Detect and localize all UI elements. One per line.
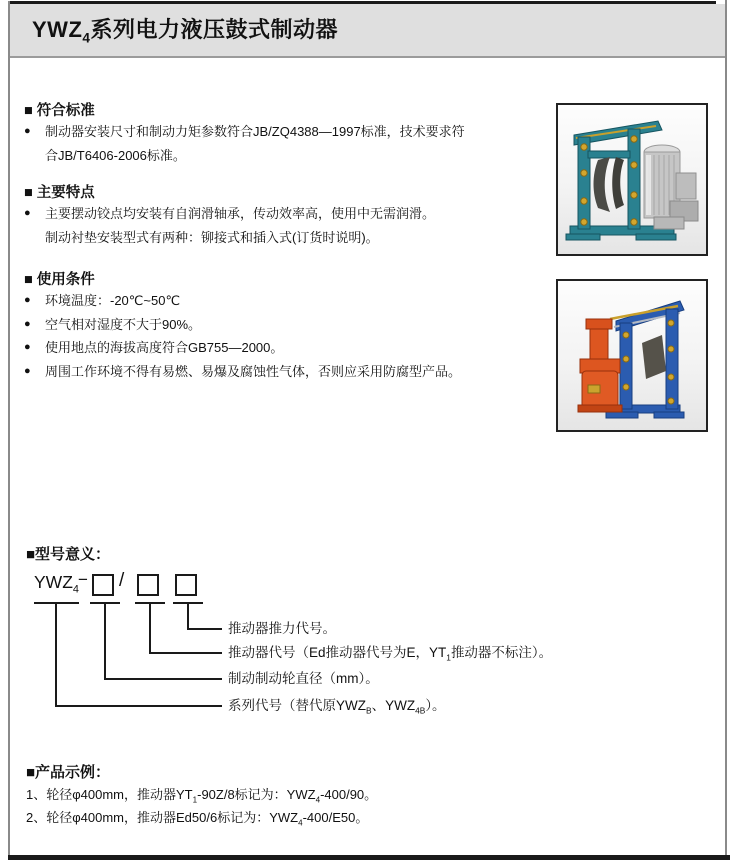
list-item-text: 周围工作环境不得有易燃、易爆及腐蚀性气体，否则应采用防腐型产品。 bbox=[45, 363, 462, 379]
diagram-label-diameter: 制动制动轮直径（mm）。 bbox=[228, 671, 379, 686]
model-code-box-diameter bbox=[92, 574, 114, 596]
bullet-icon: ● bbox=[24, 207, 31, 219]
list-item bbox=[24, 120, 549, 144]
diagram-connector bbox=[104, 678, 222, 680]
bullet-icon: ● bbox=[24, 294, 31, 306]
diagram-connector bbox=[149, 602, 151, 654]
drum-brake-orange-thruster-photo bbox=[558, 281, 706, 430]
section-examples-heading: ■产品示例： bbox=[26, 764, 111, 781]
page-border-left bbox=[8, 1, 10, 859]
section-standards bbox=[24, 99, 549, 167]
model-diagram-heading: ■型号意义： bbox=[26, 546, 111, 563]
page-border-right bbox=[725, 0, 727, 860]
list-item-text: 合JB/T6406-2006标准。 bbox=[45, 147, 186, 163]
diagram-connector bbox=[55, 705, 222, 707]
product-photo-frame bbox=[556, 103, 708, 256]
bullet-icon: ● bbox=[24, 364, 31, 377]
model-code-diagram bbox=[26, 543, 646, 728]
list-item-text: 环境温度：-20℃~50℃ bbox=[45, 293, 181, 308]
diagram-label-thruster-code: 推动器代号（Ed推动器代号为E，$YT_1$推动器不标注）。 bbox=[228, 645, 553, 663]
list-item-text: 使用地点的海拔高度符合GB755—2000。 bbox=[45, 340, 284, 355]
page-border-bottom bbox=[8, 855, 730, 860]
list-item-text: 主要摆动铰点均安装有自润滑轴承，传动效率高，使用中无需润滑。 bbox=[45, 206, 436, 221]
drum-brake-aluminum-thruster-photo bbox=[558, 105, 706, 254]
product-photo-frame bbox=[556, 279, 708, 432]
list-item-text: 空气相对湿度不大于90%。 bbox=[45, 316, 202, 332]
diagram-connector bbox=[104, 602, 106, 680]
diagram-connector bbox=[187, 628, 222, 630]
section-conditions bbox=[24, 268, 549, 383]
list-item bbox=[24, 202, 549, 226]
diagram-label-series: 系列代号（替代原$YWZ_B$、$YWZ_{4B}$）。 bbox=[228, 698, 446, 716]
page-title: $YWZ_4$系列电力液压鼓式制动器 bbox=[32, 17, 338, 46]
list-item bbox=[24, 289, 549, 313]
model-code-series: $YWZ_4$ bbox=[34, 572, 79, 596]
diagram-connector bbox=[187, 602, 189, 630]
model-code-slash: / bbox=[119, 570, 125, 591]
bullet-icon: ● bbox=[24, 317, 31, 330]
list-item-text: 制动器安装尺寸和制动力矩参数符合JB/ZQ4388—1997标准，技术要求符 bbox=[45, 124, 465, 139]
list-item bbox=[24, 313, 549, 337]
list-item-text: 制动衬垫安装型式有两种：铆接式和插入式(订货时说明)。 bbox=[45, 229, 379, 245]
bullet-icon: ● bbox=[24, 341, 31, 353]
diagram-connector bbox=[55, 602, 57, 707]
list-item bbox=[24, 144, 549, 168]
diagram-connector bbox=[149, 652, 222, 654]
section-examples bbox=[26, 761, 586, 829]
section-features-heading: ■ 主要特点 bbox=[24, 185, 95, 201]
section-conditions-heading: ■ 使用条件 bbox=[24, 272, 95, 288]
list-item bbox=[24, 336, 549, 360]
section-features bbox=[24, 181, 549, 249]
model-code-box-thrust bbox=[175, 574, 197, 596]
example-item: 1、轮径φ400mm，推动器$YT_1-90Z/8$标记为：$YWZ_4-400/90$。 bbox=[26, 787, 378, 805]
list-item bbox=[24, 360, 549, 384]
example-item: 2、轮径φ400mm，推动器Ed50/6标记为：$YWZ_4-400/E50$。 bbox=[26, 810, 369, 828]
model-code-box-thruster-type bbox=[137, 574, 159, 596]
diagram-label-thrust: 推动器推力代号。 bbox=[228, 621, 336, 636]
list-item bbox=[24, 226, 549, 250]
bullet-icon: ● bbox=[24, 125, 31, 137]
page-header bbox=[10, 4, 725, 58]
section-standards-heading: ■ 符合标准 bbox=[24, 103, 95, 119]
model-code-dash: − bbox=[78, 570, 88, 589]
